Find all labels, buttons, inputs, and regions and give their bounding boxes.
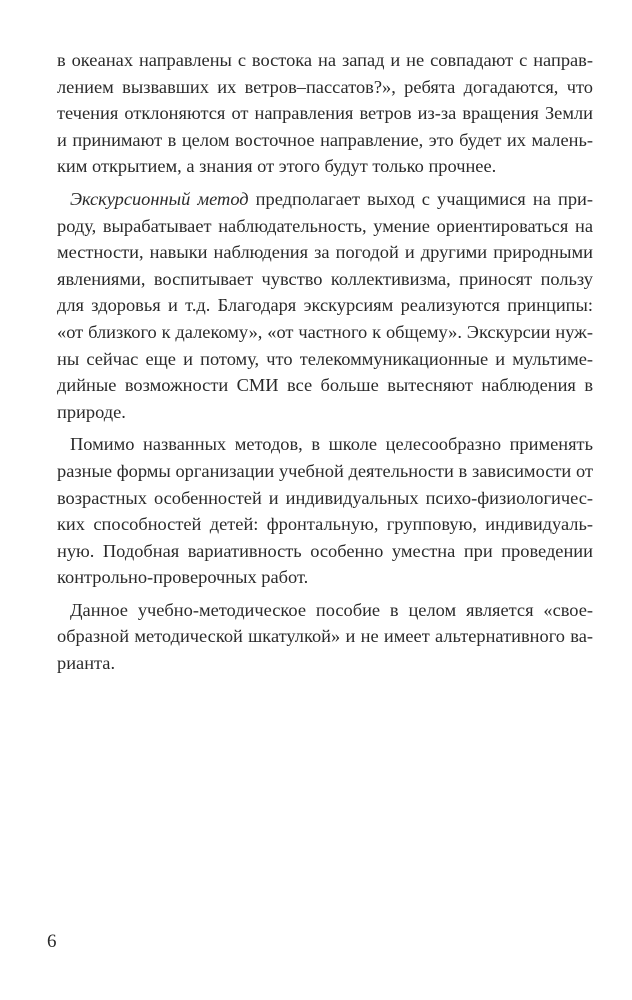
text-line: рианта. [57, 653, 116, 674]
text-line: образной методической шкатулкой» и не имеет альтернативного ва- [57, 626, 593, 647]
text-line [57, 186, 593, 213]
text-line: контрольно-проверочных работ. [57, 567, 309, 588]
text-line: лением вызвавших их ветров–пассатов?», ребята догадаются, что [57, 76, 593, 97]
text-line: природе. [57, 401, 126, 422]
text-line: в океанах направлены с востока на запад и не совпадают с направ- [57, 50, 593, 70]
paragraph-organization-forms [57, 431, 593, 591]
text-line: местности, навыки наблюдения за погодой и другими природными [57, 242, 593, 263]
text-line: Данное учебно-методическое пособие в целом является «свое- [70, 599, 593, 620]
paragraph-excursion-method [57, 186, 593, 425]
text-line: для здоровья и т.д. Благодаря экскурсиям реализуются принципы: [57, 295, 593, 316]
text-line: разные формы организации учебной деятельности в зависимости от [57, 460, 593, 481]
text-line: дийные возможности СМИ все больше вытесняют наблюдения в [57, 375, 593, 396]
text-line: ким открытием, а знания от этого будут только прочнее. [57, 156, 497, 177]
text-line: ких способностей детей: фронтальную, групповую, индивидуаль- [57, 514, 593, 535]
page-number: 6 [47, 931, 57, 952]
paragraph-conclusion [57, 597, 593, 677]
text-line: явлениями, воспитывает чувство коллективизма, приносят пользу [57, 268, 593, 289]
text-line: роду, вырабатывает наблюдательность, умение ориентироваться на [57, 215, 593, 236]
body-text [57, 47, 593, 683]
text-line: и принимают в целом восточное направление, это будет их малень- [57, 129, 593, 150]
text-line: «от близкого к далекому», «от частного к общему». Экскурсии нуж- [57, 321, 593, 342]
emphasis-term: Экскурсионный метод [70, 188, 249, 209]
text-line: возрастных особенностей и индивидуальных психо-физиологичес- [57, 487, 593, 508]
paragraph-ocean-currents [57, 47, 593, 180]
text-line: Помимо названных методов, в школе целесообразно применять [70, 434, 593, 455]
text-line: ную. Подобная вариативность особенно уместна при проведении [57, 540, 593, 561]
text-line: течения отклоняются от направления ветров из-за вращения Земли [57, 103, 593, 124]
text-line: ны сейчас еще и потому, что телекоммуникационные и мультиме- [57, 348, 593, 369]
text-fragment: предполагает выход с учащимися на при- [248, 188, 593, 209]
